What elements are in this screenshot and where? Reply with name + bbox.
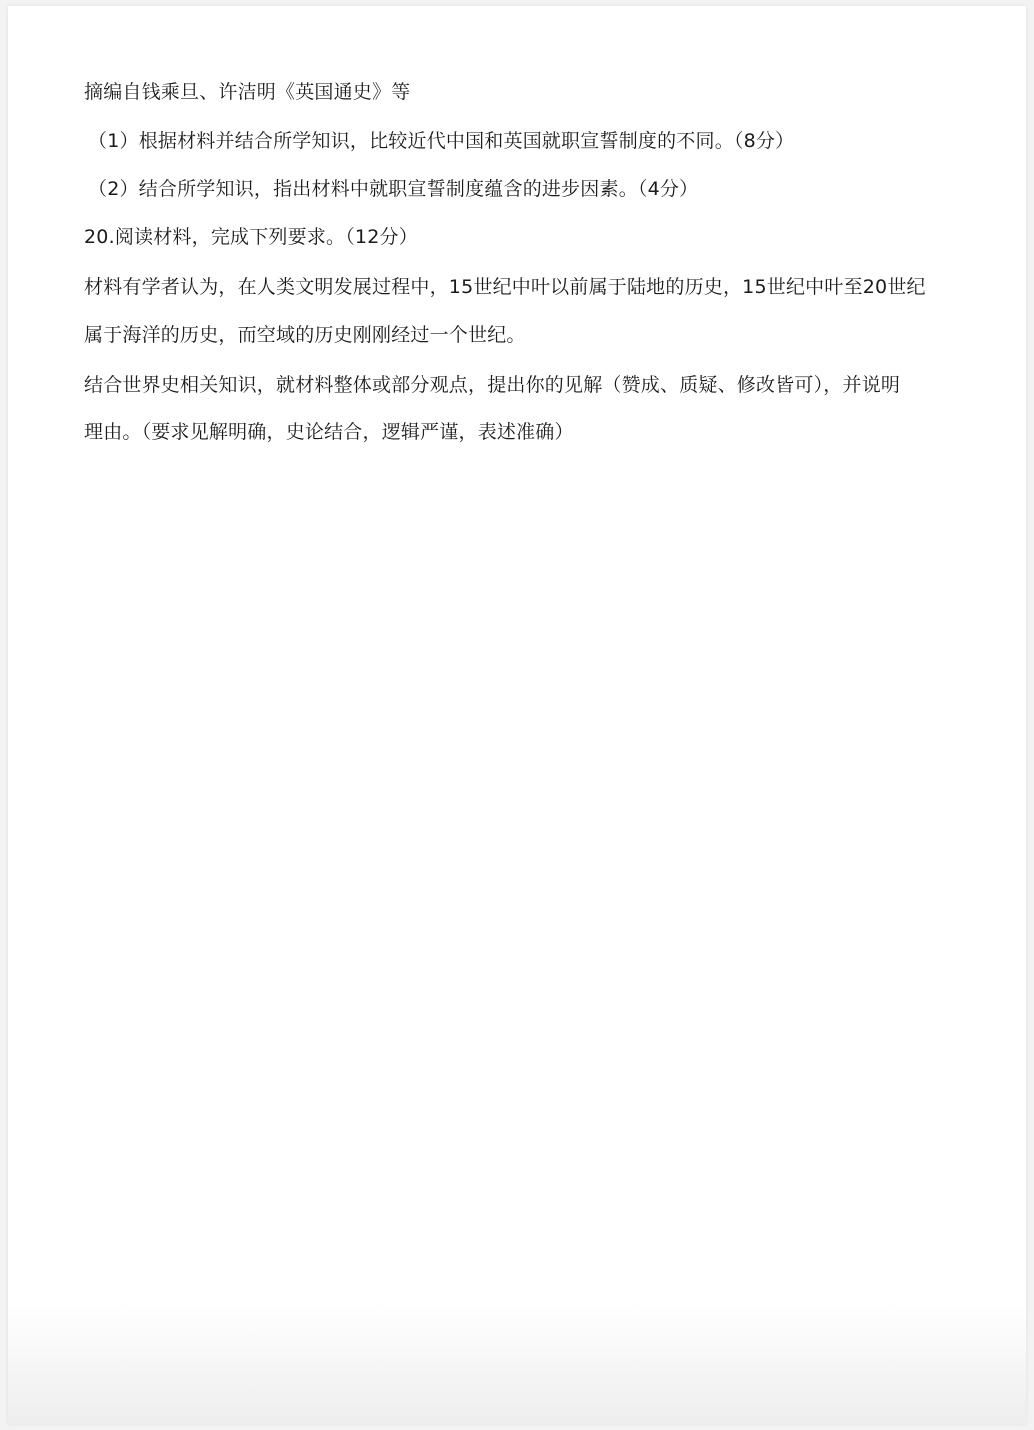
material-text-line-2: 属于海洋的历史，而空域的历史刚刚经过一个世纪。 <box>84 324 526 346</box>
material-text-line-1: 材料有学者认为，在人类文明发展过程中，15世纪中叶以前属于陆地的历史，15世纪中叶至20世纪 <box>84 276 926 298</box>
question-1-part-1: （1）根据材料并结合所学知识，比较近代中国和英国就职宣誓制度的不同。（8分） <box>88 130 795 152</box>
document-page <box>8 6 1026 1424</box>
source-citation: 摘编自钱乘旦、许洁明《英国通史》等 <box>84 81 411 103</box>
instruction-line-1: 结合世界史相关知识，就材料整体或部分观点，提出你的见解（赞成、质疑、修改皆可），并说明 <box>84 374 901 396</box>
instruction-line-2: 理由。（要求见解明确，史论结合，逻辑严谨，表述准确） <box>84 421 574 443</box>
question-1-part-2: （2）结合所学知识，指出材料中就职宣誓制度蕴含的进步因素。（4分） <box>88 178 699 200</box>
question-20-heading: 20.阅读材料，完成下列要求。（12分） <box>84 226 418 248</box>
